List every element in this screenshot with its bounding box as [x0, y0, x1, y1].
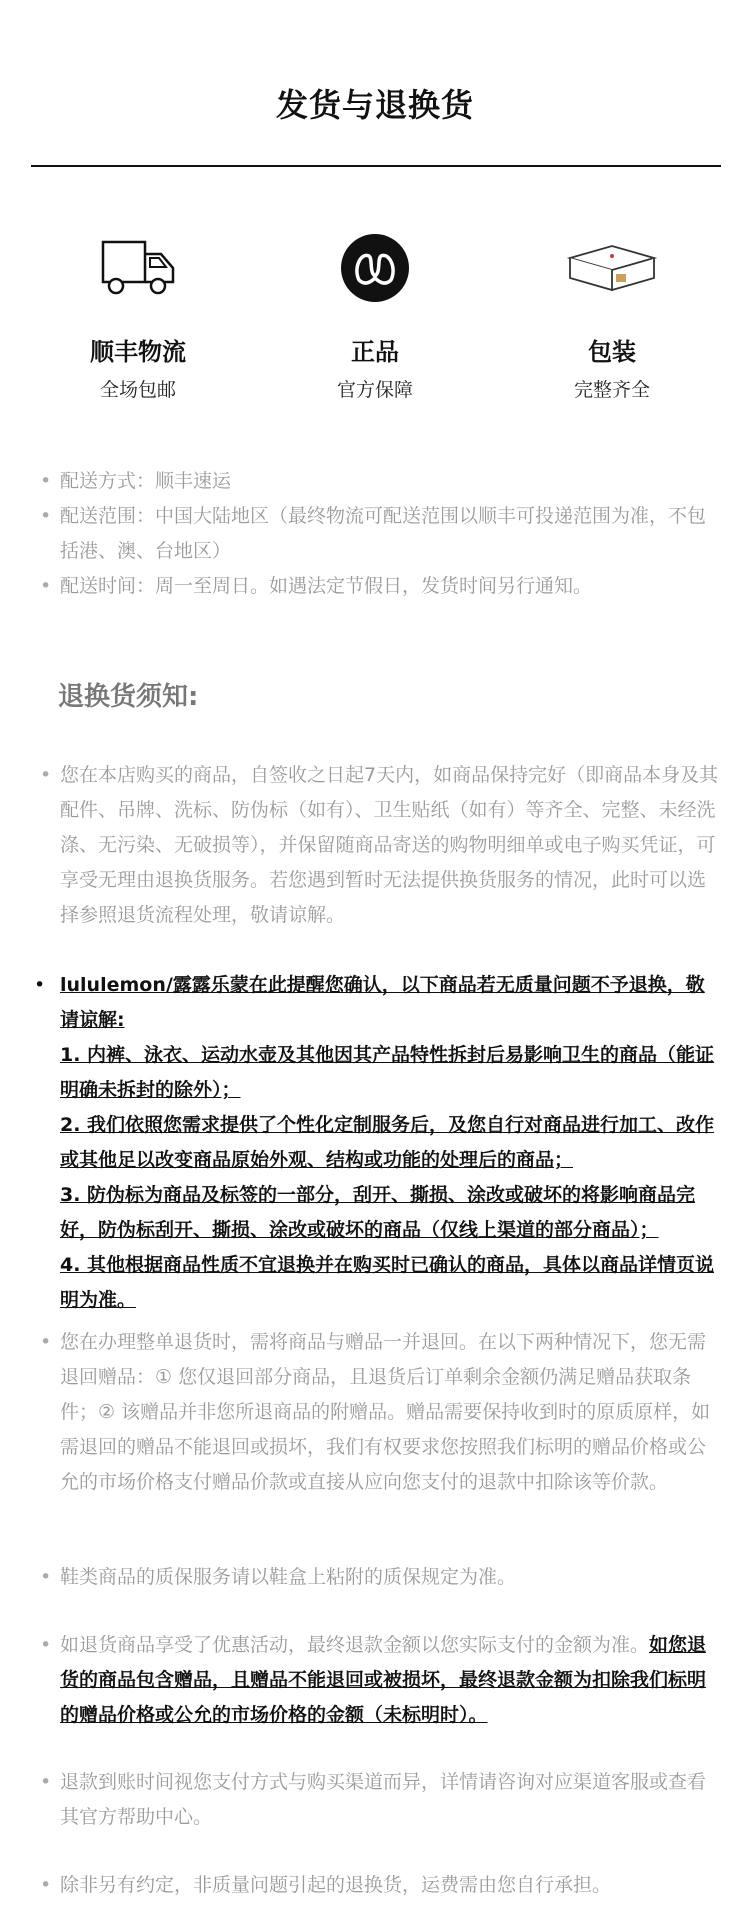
- page-title: 发货与退换货: [275, 86, 474, 124]
- list-item: • 除非另有约定，非质量问题引起的退换货，运费需由您自行承担。: [40, 1874, 612, 1896]
- shipping-fare-list: [0, 1868, 750, 1903]
- returns-section-title: 退换货须知:: [58, 682, 199, 712]
- feature-packaging-subtitle: 完整齐全: [573, 379, 650, 401]
- feature-packaging: [495, 230, 729, 402]
- shipping-time-text: 配送时间：周一至周日。如遇法定节假日，发货时间另行通知。: [60, 575, 593, 597]
- package-box-icon: [495, 230, 729, 306]
- rule-item: 4. 其他根据商品性质不宜退换并在购买时已确认的商品，具体以商品详情页说明为准。: [60, 1254, 715, 1311]
- list-item: • 您在本店购买的商品，自签收之日起7天内，如商品保持完好（即商品本身及其配件、吊牌、洗标、防伪标（如有）、卫生贴纸（如有）等齐全、完整、未经洗涤、无污染、无破损等），并保留随商品寄送的购物明细单或电子购买凭证，可享受无理由退换货服务。若您遇到暂时无法提供换货服务的情况，此时可以选择参照退货流程处理，敬请谅解。: [40, 764, 719, 926]
- list-item: • 退款到账时间视您支付方式与购买渠道而异，详情请咨询对应渠道客服或查看其官方帮助中心。: [40, 1771, 707, 1828]
- list-item: • 配送范围：中国大陆地区（最终物流可配送范围以顺丰可投递范围为准，不包括港、澳、台地区）: [40, 505, 707, 562]
- returns-notice-list: [0, 758, 750, 933]
- promo-refund-text: 如退货商品享受了优惠活动，最终退款金额以您实际支付的金额为准。: [60, 1634, 650, 1656]
- promo-gift-deduction-text: 如您退货的商品包含赠品，且赠品不能退回或被损坏，最终退款金额为扣除我们标明的赠品价格或公允的市场价格的金额（未标明时）。: [60, 1634, 707, 1726]
- feature-shipping-title: 顺丰物流: [90, 338, 186, 366]
- returns-notice-text: 您在本店购买的商品，自签收之日起7天内，如商品保持完好（即商品本身及其配件、吊牌、洗标、防伪标（如有）、卫生贴纸（如有）等齐全、完整、未经洗涤、无污染、无破损等），并保留随商品寄送的购物明细单或电子购买凭证，可享受无理由退换货服务。若您遇到暂时无法提供换货服务的情况，此时可以选择参照退货流程处理，敬请谅解。: [60, 764, 719, 926]
- rule-item: 3. 防伪标为商品及标签的一部分，刮开、撕损、涂改或破坏的将影响商品完好，防伪标刮开、撕损、涂改或破坏的商品（仅线上渠道的部分商品）；: [60, 1184, 696, 1241]
- shipping-area-text: 配送范围：中国大陆地区（最终物流可配送范围以顺丰可投递范围为准，不包括港、澳、台地区）: [60, 505, 707, 562]
- feature-genuine: [258, 230, 492, 402]
- list-item: • 配送时间：周一至周日。如遇法定节假日，发货时间另行通知。: [40, 575, 593, 597]
- lululemon-logo-icon: [258, 230, 492, 306]
- list-item: • 鞋类商品的质保服务请以鞋盒上粘附的质保规定为准。: [40, 1566, 517, 1588]
- refund-time-list: [0, 1765, 750, 1835]
- shipping-fare-text: 除非另有约定，非质量问题引起的退换货，运费需由您自行承担。: [60, 1874, 612, 1896]
- gift-return-text: 您在办理整单退货时，需将商品与赠品一并退回。在以下两种情况下，您无需退回赠品：① 您仅退回部分商品，且退货后订单剩余金额仍满足赠品获取条件；② 该赠品并非您所退商品的附赠品。赠品需要保持收到时的原质原样，如需退回的赠品不能退回或损坏，我们有权要求您按照我们标明的赠品价格或公允的市场价格支付赠品价款或直接从应向您支付的退款中扣除该等价款。: [60, 1331, 711, 1493]
- feature-packaging-title: 包装: [588, 338, 636, 366]
- rules-intro: lululemon/露露乐蒙在此提醒您确认，以下商品若无质量问题不予退换，敬请谅解:: [60, 974, 705, 1031]
- shipping-info-list: [0, 464, 750, 604]
- promo-refund-list: [0, 1628, 750, 1733]
- refund-time-text: 退款到账时间视您支付方式与购买渠道而异，详情请咨询对应渠道客服或查看其官方帮助中心。: [60, 1771, 707, 1828]
- feature-row: [0, 230, 750, 410]
- shoes-warranty-text: 鞋类商品的质保服务请以鞋盒上粘附的质保规定为准。: [60, 1566, 517, 1588]
- list-item: • 如退货商品享受了优惠活动，最终退款金额以您实际支付的金额为准。如您退货的商品包含赠品，且赠品不能退回或被损坏，最终退款金额为扣除我们标明的赠品价格或公允的市场价格的金额（未标明时）。: [40, 1634, 707, 1726]
- feature-genuine-subtitle: 官方保障: [336, 379, 413, 401]
- non-returnable-rules: • lululemon/露露乐蒙在此提醒您确认，以下商品若无质量问题不予退换，敬请谅解: 1. 内裤、泳衣、运动水壶及其他因其产品特性拆封后易影响卫生的商品（能证明确未拆封的除外）； 2. 我们依照您需求提供了个性化定制服务后，及您自行对商品进行加工、改作或其他足以改变商品原始外观、结构或功能的处理后的商品； 3. 防伪标为商品及标签的一部分，刮开、撕损、涂改或破坏的将影响商品完好，防伪标刮开、撕损、涂改或破坏的商品（仅线上渠道的部分商品）； 4. 其他根据商品性质不宜退换并在购买时已确认的商品，具体以商品详情页说明为准。: [0, 968, 750, 1318]
- gift-return-list: [0, 1325, 750, 1500]
- rule-item: 2. 我们依照您需求提供了个性化定制服务后，及您自行对商品进行加工、改作或其他足以改变商品原始外观、结构或功能的处理后的商品；: [60, 1114, 715, 1171]
- title-divider: [31, 165, 721, 167]
- rule-item: 1. 内裤、泳衣、运动水壶及其他因其产品特性拆封后易影响卫生的商品（能证明确未拆封的除外）；: [60, 1044, 715, 1101]
- feature-genuine-title: 正品: [351, 338, 399, 366]
- feature-shipping-subtitle: 全场包邮: [99, 379, 176, 401]
- shoes-warranty-list: [0, 1560, 750, 1595]
- feature-shipping: [21, 230, 255, 402]
- list-item: • 您在办理整单退货时，需将商品与赠品一并退回。在以下两种情况下，您无需退回赠品：① 您仅退回部分商品，且退货后订单剩余金额仍满足赠品获取条件；② 该赠品并非您所退商品的附赠品。赠品需要保持收到时的原质原样，如需退回的赠品不能退回或损坏，我们有权要求您按照我们标明的赠品价格或公允的市场价格支付赠品价款或直接从应向您支付的退款中扣除该等价款。: [40, 1331, 711, 1493]
- truck-icon: [21, 230, 255, 306]
- shipping-method-text: 配送方式：顺丰速运: [60, 470, 232, 492]
- list-item: • 配送方式：顺丰速运: [40, 470, 232, 492]
